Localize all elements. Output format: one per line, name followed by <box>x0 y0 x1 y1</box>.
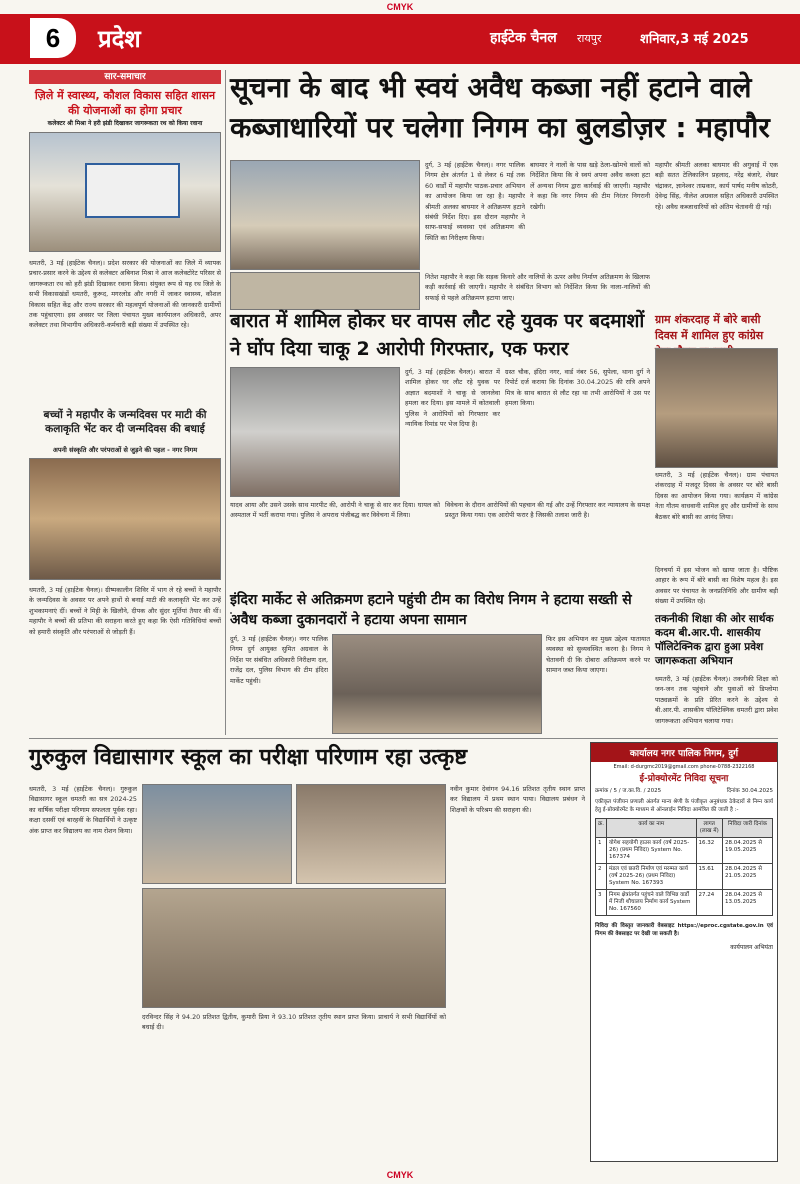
vehicle-shape <box>85 163 180 218</box>
news-brief-label: सार-समाचार <box>104 72 146 82</box>
section-rule <box>29 738 778 739</box>
gurukul-photo-2 <box>296 784 446 884</box>
sidebar-body: धमतरी, 3 मई (हाईटेक चैनल)। प्रदेश सरकार की योजनाओं का जिले में व्यापक प्रचार-प्रसार करने के उद्देश्य से कलेक्टर अबिनाश मिश्रा ने आज कलेक्टोरेट परिसर से जागरूकता रथ को हरी झंडी दिखाकर रवाना किया। संयुक्त रूप से यह रथ जिले के सभी विकासखंडों धमतरी, कुरूद, मगरलोड और नगरी में जाकर स्वास्थ्य, कौशल विकास सहित केंद्र और राज्य सरकार की महत्वपूर्ण योजनाओं की जानकारी ग्रामीणों तक पहुंचाएगा। इस अवसर पर जिला पंचायत मुख्य कार्यपालन अधिकारी, अपर कलेक्टर तथा विभागीय अधिकारी-कर्मचारी बड़ी संख्या में उपस्थित रहे। <box>29 259 221 330</box>
sidebar-headline-2: बच्चों ने महापौर के जन्मदिवस पर माटी की कलाकृति भेंट कर दी जन्मदिवस की बधाई <box>43 409 207 435</box>
row-cost: 16.32 <box>696 838 722 864</box>
lead-col-3: महापौर श्रीमती अलका बाघमार की अगुवाई में एक बड़ी सतत टेलिकालिन प्रहलाद, नरेंद्र बंजारे, शेखर चंद्राकर, ज्ञानेश्वर ताम्रकार, कार्य पार्षद मनीष कोठरी, देवेन्द्र सिंह, नीलेश अग्रवाल सहित अधिकारी उपस्थित रहे। अवैध कब्जाधारियों को अंतिम चेतावनी दी गई। <box>655 161 778 211</box>
story2-col-4: विवेचना के दौरान आरोपियों की पहचान की गई और उन्हें गिरफ्तार कर न्यायालय के समक्ष प्रस्तुत किया गया। एक आरोपी फरार है जिसकी तलाश जारी है। <box>445 501 650 520</box>
story2-photo <box>230 367 400 497</box>
ganga-headline: ग्राम शंकरदाह में बोरे बासी दिवस में शामिल हुए कांग्रेस <box>655 313 764 342</box>
indira-photo <box>332 634 542 734</box>
notice-footer: निविदा की विस्तृत जानकारी वेबसाइट https://eproc.cgstate.gov.in एवं निगम की वेबसाइट पर देखी जा सकती है। <box>595 923 773 937</box>
gurukul-col-3: नवीन कुमार देवांगन 94.16 प्रतिशत तृतीय स्थान प्राप्त कर विद्यालय में प्रथम स्थान पाया। विद्यालय प्रबंधन ने शिक्षकों के परिश्रम की सराहना की। <box>450 785 585 814</box>
column-divider <box>225 70 226 735</box>
row-work: मंडल एवं छतरी निर्माण एवं मरम्मत कार्य (वर्ष 2025-26) (प्रथम निविदा) System No. 167393 <box>606 864 696 890</box>
section-title: प्रदेश <box>98 25 141 53</box>
gurukul-col-2: दरविन्दर सिंह ने 94.20 प्रतिशत द्वितीय, कुमारी प्रिया ने 93.10 प्रतिशत तृतीय स्थान प्राप्त किया। प्राचार्य ने सभी विद्यार्थियों को बधाई दी। <box>142 1013 446 1032</box>
issue-date: शनिवार,3 मई 2025 <box>640 32 749 47</box>
row-no: 2 <box>596 864 607 890</box>
tender-notice <box>590 742 778 1162</box>
notice-col-date: निविदा जारी दिनांक <box>722 819 772 838</box>
gurukul-headline: गुरुकुल विद्यासागर स्कूल का परीक्षा परिणाम रहा उत्कृष्ट <box>29 745 468 770</box>
table-row <box>596 890 773 916</box>
news-brief-bar <box>29 70 221 84</box>
notice-ref: क्रमांक / 5 / ज.का.वि. / 2025 <box>595 788 662 794</box>
row-date: 28.04.2025 से 19.05.2025 <box>722 838 772 864</box>
gurukul-col-1: धमतरी, 3 मई (हाईटेक चैनल)। गुरुकुल विद्यासागर स्कूल धमतरी का सत्र 2024-25 का वार्षिक परीक्षा परिणाम सफलता पूर्वक रहा। कक्षा दसवीं एवं बारहवीं के विद्यार्थियों ने उत्कृष्ट अंक प्राप्त कर विद्यालय का नाम रोशन किया। <box>29 785 137 835</box>
notice-col-cost: लागत (लाख में) <box>696 819 722 838</box>
page-number: 6 <box>30 18 76 58</box>
sidebar-body-2: धमतरी, 3 मई (हाईटेक चैनल)। ग्रीष्मकालीन शिविर में भाग ले रहे बच्चों ने महापौर के जन्मदिवस के अवसर पर अपने हाथों से बनाई माटी की कलाकृति भेंट कर उन्हें शुभकामनाएं दीं। बच्चों ने मिट्टी के खिलौने, दीपक और सुंदर मूर्तियां तैयार की थीं। महापौर ने बच्चों की प्रतिभा की सराहना करते हुए कहा कि ऐसी गतिविधियां बच्चों को हमारी संस्कृति और परंपराओं से जोड़ती हैं। <box>29 586 221 636</box>
notice-ref-date: दिनांक 30.04.2025 <box>726 788 773 794</box>
brp-headline: तकनीकी शिक्षा की ओर सार्थक कदम बी.आर.पी. शासकीय पॉलिटेक्निक द्वारा हुआ प्रवेश जागरूकता अभियान <box>655 613 774 667</box>
indira-col-3: फिर इस अभियान का मुख्य उद्देश्य यातायात व्यवस्था को सुव्यवस्थित करना है। निगम ने चेतावनी दी कि दोबारा अतिक्रमण करने पर सामान जब्त किया जाएगा। <box>546 635 650 675</box>
ganga-col-2: दिनचर्या में इस भोजन को खाया जाता है। पौष्टिक आहार के रूप में बोरे बासी का विशेष महत्व है। इस अवसर पर पंचायत के जनप्रतिनिधि और ग्रामीण बड़ी संख्या में उपस्थित रहे। <box>655 566 778 606</box>
lead-photo-2 <box>230 272 420 310</box>
lead-headline: सूचना के बाद भी स्वयं अवैध कब्जा नहीं हटाने वाले कब्जाधारियों पर चलेगा निगम का बुलडोज़र : महापौर <box>230 71 770 144</box>
row-no: 3 <box>596 890 607 916</box>
ganga-photo <box>655 348 778 468</box>
row-work: योगेश सहयोगी हाउस कार्य (वर्ष 2025-26) (प्रथम निविदा) System No. 167374 <box>606 838 696 864</box>
notice-email: Email: d-durgmc2019@gmail.com phone-0788-2322168 <box>613 764 755 770</box>
table-row <box>596 864 773 890</box>
lead-col-4: नितेश महापौर ने कहा कि सड़क किनारे और नालियों के ऊपर अवैध निर्माण अतिक्रमण के खिलाफ कड़ी कार्रवाई की जाएगी। महापौर ने संबंधित विभाग को निर्देशित किया कि नाला-नालियों की सफाई से पहले अतिक्रमण हटाया जाए। <box>425 273 650 302</box>
lead-col-1: दुर्ग, 3 मई (हाईटेक चैनल)। नगर पालिक निगम क्षेत्र अंतर्गत 1 से लेकर 6 मई तक 60 वार्डों में महापौर पाठक-प्रचार अभियान का आयोजन किया जा रहा है। महापौर श्रीमती अलका बाघमार ने अतिक्रमण हटाने संबंधी निर्देश दिए। इस दौरान महापौर ने साफ-सफाई व्यवस्था एवं अतिक्रमण की स्थिति का निरीक्षण किया। <box>425 161 525 242</box>
brp-col-1: धमतरी, 3 मई (हाईटेक चैनल)। तकनीकी शिक्षा को जन-जन तक पहुंचाने और युवाओं को डिप्लोमा पाठ्यक्रमों के प्रति प्रेरित करने के उद्देश्य से बी.आर.पी. शासकीय पॉलिटेक्निक धमतरी द्वारा प्रवेश जागरूकता अभियान चलाया गया। <box>655 675 778 725</box>
table-row <box>596 838 773 864</box>
notice-title: कार्यालय नगर पालिक निगम, दुर्ग <box>591 743 777 762</box>
row-date: 28.04.2025 से 13.05.2025 <box>722 890 772 916</box>
notice-table <box>595 818 773 916</box>
story2-col-3: यादव आया और उसने उसके साथ मारपीट की, आरोपी ने चाकू से वार कर दिया। घायल को अस्पताल में भर्ती कराया गया। पुलिस ने अपराध पंजीबद्ध कर विवेचना में लिया। <box>230 501 440 520</box>
row-date: 28.04.2025 से 21.05.2025 <box>722 864 772 890</box>
story2-col-2: ग्रस्त चौक, इंदिरा नगर, वार्ड नंबर 56, सुपेला, थाना दुर्ग ने रिपोर्ट दर्ज कराया कि दिनांक 30.04.2025 की रात्रि अपने मित्र के साथ बारात से लौट रहा था तभी आरोपियों ने उस पर हमला किया। <box>505 368 650 408</box>
indira-headline: इंदिरा मार्केट से अतिक्रमण हटाने पहुंची टीम का विरोध निगम ने हटाया सख्ती से अवैध कब्जा दुकानदारों ने हटाया अपना सामान <box>230 592 632 628</box>
bottom-color-mark: CMYK <box>386 1170 414 1180</box>
ganga-col-1: धमतरी, 3 मई (हाईटेक चैनल)। ग्राम पंचायत शंकरदाह में मजदूर दिवस के अवसर पर बोरे बासी दिवस का आयोजन किया गया। कार्यक्रम में कांग्रेस नेता गौतम वाधवानी शामिल हुए और ग्रामीणों के साथ बैठकर बोरे बासी का आनंद लिया। <box>655 471 778 521</box>
lead-photo-1 <box>230 160 420 270</box>
row-cost: 27.24 <box>696 890 722 916</box>
city-name: रायपुर <box>577 32 602 45</box>
sidebar-headline: ज़िले में स्वास्थ्य, कौशल विकास सहित शासन की योजनाओं का होगा प्रचार <box>34 89 216 117</box>
notice-col-no: क्र. <box>596 819 607 838</box>
notice-col-work: कार्य का नाम <box>606 819 696 838</box>
row-no: 1 <box>596 838 607 864</box>
sidebar-subheadline: कलेक्टर श्री मिश्रा ने हरी झंडी दिखाकर जागरूकता रथ को किया रवाना <box>47 120 203 127</box>
sidebar-photo-children <box>29 458 221 580</box>
indira-col-1: दुर्ग, 3 मई (हाईटेक चैनल)। नगर पालिक निगम दुर्ग आयुक्त सुमित अग्रवाल के निर्देश पर संबंधित अधिकारी निरीक्षण दल, राजेंद्र दल, पुलिस विभाग की टीम इंदिरा मार्केट पहुंची। <box>230 635 328 685</box>
row-cost: 15.61 <box>696 864 722 890</box>
lead-col-2: बाघमार ने नालों के पास खड़े ठेला-खोमचे वालों को निर्देशित किया कि वे स्वयं अपना अवैध कब्जा हटा लें अन्यथा निगम द्वारा कार्रवाई की जाएगी। महापौर ने कहा कि नगर निगम की टीम निरंतर निगरानी रखेगी। <box>530 161 650 211</box>
sidebar-photo-rath <box>29 132 221 252</box>
story2-headline: बारात में शामिल होकर घर वापस लौट रहे युवक पर बदमाशों ने घोंप दिया चाकू 2 आरोपी गिरफ्तार, एक फरार <box>230 310 645 360</box>
gurukul-photo-3 <box>142 888 446 1008</box>
sidebar-subheadline-2: अपनी संस्कृति और परंपराओं से जुड़ने की पहल - नगर निगम <box>52 446 198 454</box>
brand-name: हाईटेक चैनल <box>490 30 557 46</box>
notice-signature: कार्यपालन अभियंता <box>730 944 773 951</box>
gurukul-photo-1 <box>142 784 292 884</box>
notice-intro: एकीकृत पंजीयन प्रणाली अंतर्गत मान्य श्रेणी के पंजीकृत अनुबंधक ठेकेदारों से निम्न कार्य हेतु ई-प्रोक्योरमेंट के माध्यम से ऑनलाईन निविदा आमंत्रित की जाती है :- <box>595 799 773 813</box>
row-work: निगम क्षेत्रांतर्गत पहुंचने वाले विभिन्न वार्डों में निजी शौचालय निर्माण कार्य System No. 167560 <box>606 890 696 916</box>
story2-col-1: दुर्ग, 3 मई (हाईटेक चैनल)। बारात में शामिल होकर घर लौट रहे युवक पर अज्ञात बदमाशों ने चाकू से जानलेवा हमला कर दिया। इस मामले में कोतवाली पुलिस ने आरोपियों को गिरफ्तार कर न्यायिक रिमांड पर भेज दिया है। <box>405 368 500 429</box>
top-color-mark: CMYK <box>386 2 414 12</box>
notice-subtitle: ई-प्रोक्योरमेंट निविदा सूचना <box>639 774 729 784</box>
